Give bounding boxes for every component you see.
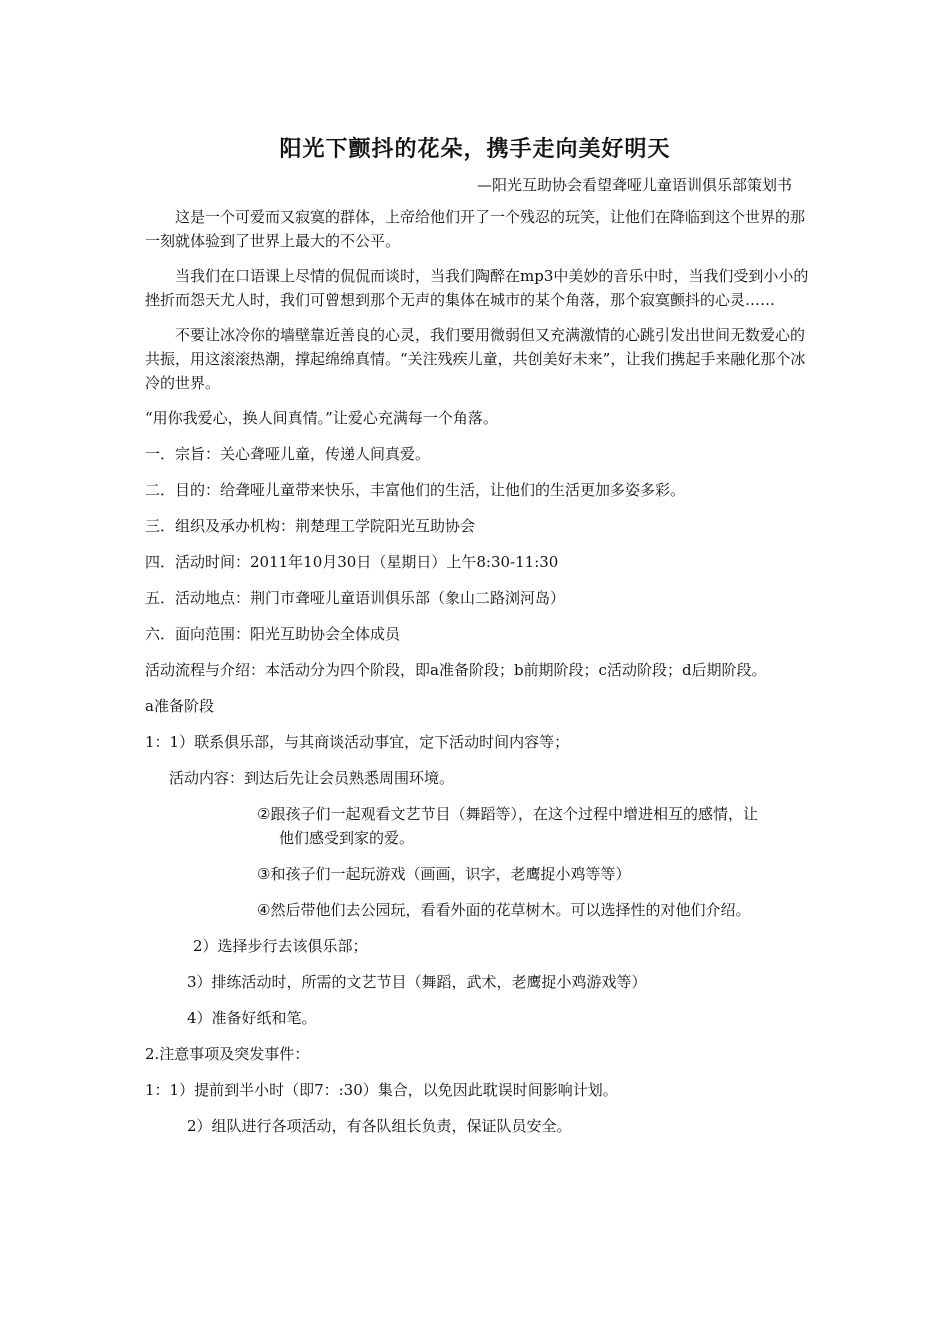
list-item-purpose: 一．宗旨：关心聋哑儿童，传递人间真爱。 [145, 445, 431, 463]
intro-paragraph: 当我们在口语课上尽情的侃侃而谈时，当我们陶醉在mp3中美妙的音乐中时，当我们受到小小的挫折而怨天尤人时，我们可曾想到那个无声的集体在城市的某个角落，那个寂寞颤抖的心灵…… [145, 267, 809, 309]
notes-heading: 2.注意事项及突发事件： [145, 1045, 310, 1063]
step-prepare: 4）准备好纸和笔。 [187, 1009, 317, 1027]
circled-number: ③ [257, 865, 271, 883]
activity-content: 活动内容：到达后先让会员熟悉周围环境。 [169, 769, 455, 787]
document-body [145, 205, 810, 1138]
circled-number: ② [257, 805, 271, 823]
circled-item [145, 898, 810, 922]
flow-intro: 活动流程与介绍：本活动分为四个阶段，即a准备阶段；b前期阶段；c活动阶段；d后期阶段。 [145, 661, 767, 679]
circled-text: 跟孩子们一起观看文艺节目（舞蹈等），在这个过程中增进相互的感情，让 [270, 805, 758, 823]
circled-item [145, 802, 810, 850]
step-rehearse: 3）排练活动时，所需的文艺节目（舞蹈，武术，老鹰捉小鸡游戏等） [187, 973, 647, 991]
circled-number: ④ [257, 901, 271, 919]
intro-paragraph: 不要让冰冷你的墙壁靠近善良的心灵，我们要用微弱但又充满激情的心跳引发出世间无数爱心的共振，用这滚滚热潮，撑起绵绵真情。“关注残疾儿童，共创美好未来”，让我们携起手来融化那个冰冷的世界。 [145, 326, 806, 392]
slogan-line: “用你我爱心，换人间真情。”让爱心充满每一个角落。 [145, 409, 498, 427]
document-subtitle: —阳光互助协会看望聋哑儿童语训俱乐部策划书 [476, 176, 792, 194]
phase-a-heading: a准备阶段 [145, 697, 214, 715]
circled-text: 和孩子们一起玩游戏（画画，识字，老鹰捉小鸡等等） [270, 865, 631, 883]
step-walk: 2）选择步行去该俱乐部； [193, 937, 368, 955]
list-item-time: 四．活动时间：2011年10月30日（星期日）上午8:30-11:30 [145, 553, 559, 571]
list-item-organizer: 三．组织及承办机构：荆楚理工学院阳光互助协会 [145, 517, 476, 535]
intro-paragraph: 这是一个可爱而又寂寞的群体，上帝给他们开了一个残忍的玩笑，让他们在降临到这个世界的那一刻就体验到了世界上最大的不公平。 [145, 208, 806, 250]
circled-text-continued: 他们感受到家的爱。 [279, 829, 415, 847]
list-item-audience: 六．面向范围：阳光互助协会全体成员 [145, 625, 401, 643]
step-contact-club: 1：1）联系俱乐部，与其商谈活动事宜，定下活动时间内容等； [145, 733, 570, 751]
document-title: 阳光下颤抖的花朵，携手走向美好明天 [279, 136, 671, 162]
list-item-goal: 二．目的：给聋哑儿童带来快乐，丰富他们的生活，让他们的生活更加多姿多彩。 [145, 481, 686, 499]
circled-item [145, 862, 810, 886]
note-assemble: 1：1）提前到半小时（即7：:30）集合，以免因此耽误时间影响计划。 [145, 1081, 618, 1099]
note-teams: 2）组队进行各项活动，有各队组长负责，保证队员安全。 [187, 1117, 572, 1135]
list-item-location: 五．活动地点：荆门市聋哑儿童语训俱乐部（象山二路浏河岛） [145, 589, 566, 607]
circled-text: 然后带他们去公园玩，看看外面的花草树木。可以选择性的对他们介绍。 [270, 901, 751, 919]
